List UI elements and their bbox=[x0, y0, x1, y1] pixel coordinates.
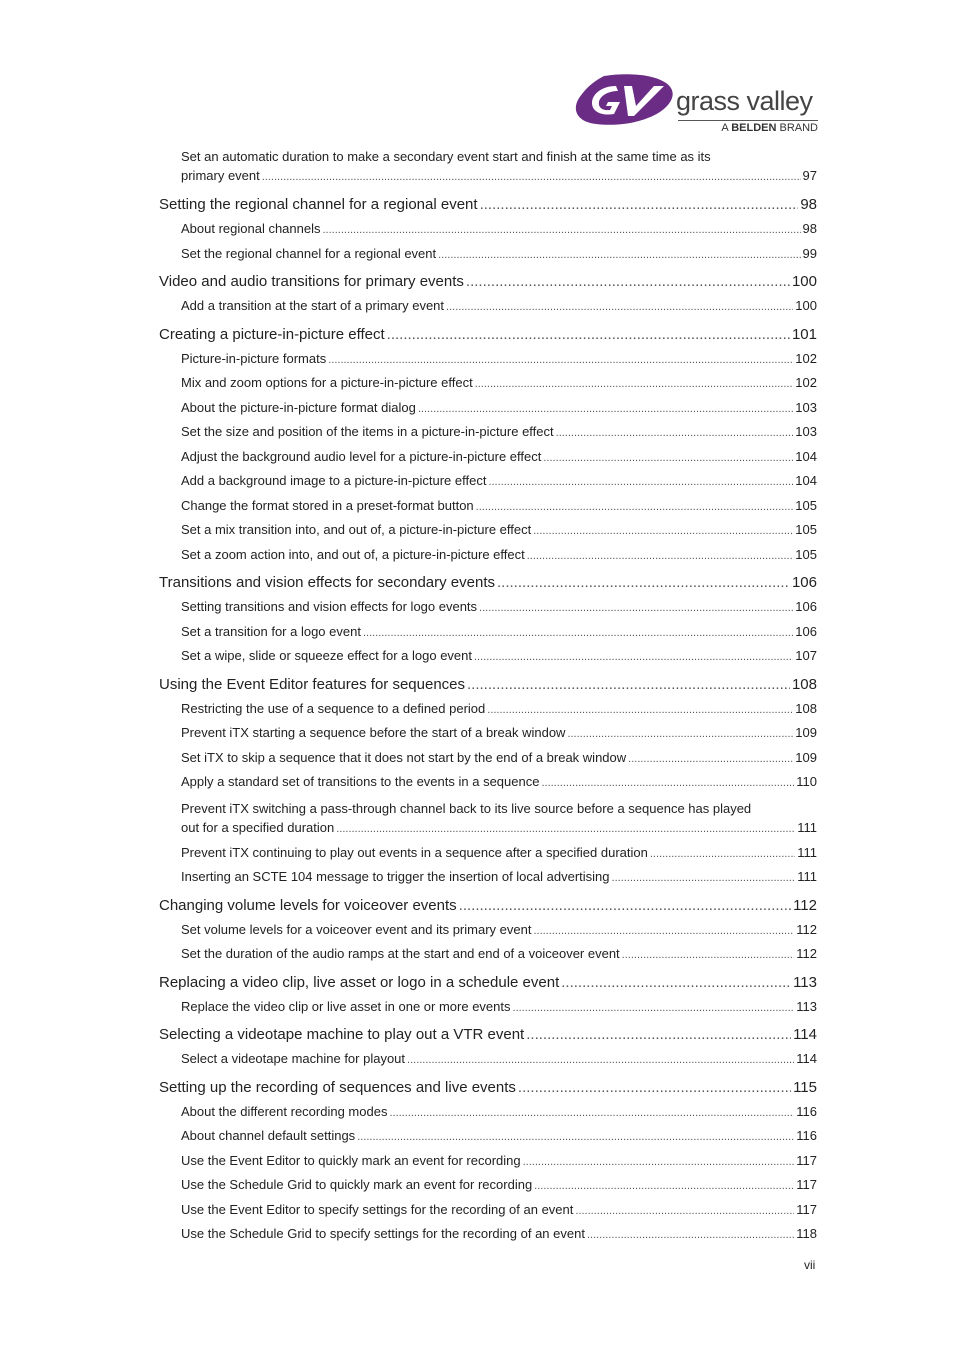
toc-subsection-entry[interactable] bbox=[159, 547, 817, 572]
toc-subsection-entry[interactable] bbox=[159, 922, 817, 947]
toc-dot-leader bbox=[518, 1079, 791, 1096]
toc-entry-title-line1: Set an automatic duration to make a secondary event start and finish at the same time as its bbox=[181, 149, 711, 164]
toc-entry-title: Creating a picture-in-picture effect bbox=[159, 325, 385, 343]
toc-subsection-entry[interactable] bbox=[159, 1202, 817, 1227]
toc-dot-leader bbox=[418, 403, 793, 415]
toc-dot-leader bbox=[488, 476, 793, 488]
toc-subsection-entry[interactable] bbox=[159, 424, 817, 449]
toc-subsection-entry[interactable] bbox=[159, 1128, 817, 1153]
toc-page-number: 100 bbox=[795, 298, 817, 313]
toc-page-number: 104 bbox=[795, 473, 817, 488]
toc-entry-title: About channel default settings bbox=[181, 1128, 356, 1143]
toc-dot-leader bbox=[476, 501, 794, 513]
gv-swoosh-icon bbox=[574, 72, 678, 128]
toc-page-number: 106 bbox=[795, 623, 817, 639]
toc-page-number: 106 bbox=[791, 574, 817, 591]
toc-entry-title: Set the duration of the audio ramps at the start and end of a voiceover event bbox=[181, 946, 620, 961]
toc-entry-title: Replacing a video clip, live asset or logo in a schedule event bbox=[159, 973, 560, 991]
toc-entry-title: Use the Schedule Grid to quickly mark an event for recording bbox=[181, 1177, 533, 1192]
toc-dot-leader bbox=[467, 676, 790, 693]
toc-dot-leader bbox=[556, 427, 794, 439]
toc-page-number: 112 bbox=[796, 921, 817, 937]
toc-page-number: 105 bbox=[795, 497, 817, 513]
toc-subsection-entry[interactable] bbox=[159, 147, 817, 193]
toc-page-number: 113 bbox=[793, 973, 817, 991]
toc-page-number: 111 bbox=[797, 844, 817, 860]
toc-page-number: 114 bbox=[796, 1051, 817, 1066]
toc-page-number: 107 bbox=[795, 648, 817, 663]
toc-entry-title: About the picture-in-picture format dialog bbox=[181, 399, 416, 415]
page-number: vii bbox=[804, 1258, 816, 1272]
toc-subsection-entry[interactable] bbox=[159, 750, 817, 775]
toc-section-entry[interactable] bbox=[159, 1026, 817, 1051]
toc-dot-leader bbox=[438, 249, 800, 261]
toc-entry-title: primary event bbox=[181, 168, 260, 183]
toc-entry-title: Changing volume levels for voiceover events bbox=[159, 896, 457, 914]
toc-page-number: 104 bbox=[795, 448, 817, 464]
toc-section-entry[interactable] bbox=[159, 196, 817, 221]
toc-subsection-entry[interactable] bbox=[159, 449, 817, 474]
toc-subsection-entry[interactable] bbox=[159, 946, 817, 971]
toc-subsection-entry[interactable] bbox=[159, 999, 817, 1024]
toc-subsection-entry[interactable] bbox=[159, 599, 817, 624]
grass-valley-logo bbox=[574, 72, 820, 136]
toc-dot-leader bbox=[387, 326, 790, 343]
toc-page-number: 97 bbox=[802, 168, 817, 183]
toc-entry-title: Select a videotape machine for playout bbox=[181, 1051, 406, 1066]
toc-section-entry[interactable] bbox=[159, 974, 817, 999]
toc-subsection-entry[interactable] bbox=[159, 522, 817, 547]
toc-page-number: 108 bbox=[791, 675, 817, 693]
toc-page-number: 117 bbox=[796, 1201, 817, 1217]
toc-dot-leader bbox=[561, 974, 791, 991]
toc-subsection-entry[interactable] bbox=[159, 221, 817, 246]
toc-page-number: 103 bbox=[795, 399, 817, 415]
toc-entry-title: Using the Event Editor features for sequences bbox=[159, 675, 466, 693]
toc-subsection-entry[interactable] bbox=[159, 400, 817, 425]
toc-dot-leader bbox=[363, 627, 793, 639]
toc-subsection-entry[interactable] bbox=[159, 774, 817, 799]
toc-entry-title: Restricting the use of a sequence to a defined period bbox=[181, 700, 486, 716]
toc-entry-title: Change the format stored in a preset-format button bbox=[181, 497, 474, 513]
toc-dot-leader bbox=[533, 525, 793, 537]
toc-entry-title: Setting transitions and vision effects for logo events bbox=[181, 599, 478, 614]
toc-page-number: 109 bbox=[795, 749, 817, 765]
toc-section-entry[interactable] bbox=[159, 897, 817, 922]
toc-dot-leader bbox=[328, 354, 793, 366]
toc-entry-title: Setting up the recording of sequences and live events bbox=[159, 1078, 516, 1096]
toc-subsection-entry[interactable] bbox=[159, 799, 817, 845]
toc-page-number: 98 bbox=[802, 221, 817, 236]
toc-entry-title: Set a wipe, slide or squeeze effect for a logo event bbox=[181, 648, 472, 663]
toc-dot-leader bbox=[446, 301, 793, 313]
brand-prefix: A bbox=[721, 122, 729, 134]
toc-entry-title: Mix and zoom options for a picture-in-picture effect bbox=[181, 375, 473, 390]
toc-entry-title: About the different recording modes bbox=[181, 1103, 388, 1119]
toc-dot-leader bbox=[497, 574, 790, 591]
toc-page-number: 108 bbox=[795, 700, 817, 716]
toc-subsection-entry[interactable] bbox=[159, 845, 817, 870]
toc-subsection-entry[interactable] bbox=[159, 351, 817, 376]
toc-entry-title: Set volume levels for a voiceover event and its primary event bbox=[181, 921, 532, 937]
toc-entry-title: Inserting an SCTE 104 message to trigger the insertion of local advertising bbox=[181, 869, 610, 884]
toc-subsection-entry[interactable] bbox=[159, 1104, 817, 1129]
toc-entry-title: Adjust the background audio level for a picture-in-picture effect bbox=[181, 448, 542, 464]
toc-page-number: 111 bbox=[797, 869, 817, 884]
brand-suffix: BRAND bbox=[779, 122, 818, 134]
toc-dot-leader bbox=[523, 1156, 795, 1168]
toc-page-number: 102 bbox=[795, 375, 817, 390]
toc-section-entry[interactable] bbox=[159, 574, 817, 599]
toc-page-number: 100 bbox=[791, 273, 817, 290]
toc-subsection-entry[interactable] bbox=[159, 1226, 817, 1251]
toc-section-entry[interactable] bbox=[159, 273, 817, 298]
toc-page-number: 102 bbox=[795, 350, 817, 366]
toc-subsection-entry[interactable] bbox=[159, 1051, 817, 1076]
toc-page-number: 112 bbox=[793, 896, 817, 914]
toc-dot-leader bbox=[479, 602, 793, 614]
toc-dot-leader bbox=[526, 1026, 791, 1043]
toc-page-number: 106 bbox=[795, 599, 817, 614]
toc-entry-title: Use the Schedule Grid to specify settings for the recording of an event bbox=[181, 1226, 585, 1241]
toc-page-number: 111 bbox=[797, 819, 817, 835]
toc-section-entry[interactable] bbox=[159, 1079, 817, 1104]
toc-dot-leader bbox=[543, 452, 793, 464]
toc-entry-title: Use the Event Editor to quickly mark an event for recording bbox=[181, 1152, 521, 1168]
toc-entry-title: Prevent iTX continuing to play out events in a sequence after a specified duration bbox=[181, 844, 648, 860]
toc-entry-title: Use the Event Editor to specify settings for the recording of an event bbox=[181, 1201, 574, 1217]
toc-page-number: 116 bbox=[796, 1103, 817, 1119]
toc-page-number: 116 bbox=[796, 1128, 817, 1143]
toc-subsection-entry[interactable] bbox=[159, 701, 817, 726]
toc-subsection-entry[interactable] bbox=[159, 648, 817, 673]
toc-dot-leader bbox=[533, 925, 794, 937]
toc-dot-leader bbox=[475, 378, 794, 390]
toc-dot-leader bbox=[459, 897, 791, 914]
toc-page-number: 114 bbox=[793, 1026, 817, 1043]
toc-dot-leader bbox=[622, 949, 795, 961]
toc-subsection-entry[interactable] bbox=[159, 725, 817, 750]
logo-brand-line bbox=[678, 120, 818, 134]
toc-dot-leader bbox=[480, 196, 799, 213]
toc-subsection-entry[interactable] bbox=[159, 1153, 817, 1178]
toc-dot-leader bbox=[612, 872, 796, 884]
toc-page-number: 110 bbox=[796, 774, 817, 789]
toc-subsection-entry[interactable] bbox=[159, 375, 817, 400]
logo-wordmark: grass valley bbox=[676, 86, 813, 116]
toc-section-entry[interactable] bbox=[159, 676, 817, 701]
toc-page-number: 105 bbox=[795, 522, 817, 537]
toc-page-number: 118 bbox=[796, 1226, 817, 1241]
toc-entry-title: Apply a standard set of transitions to the events in a sequence bbox=[181, 774, 540, 789]
toc-entry-title: Setting the regional channel for a regional event bbox=[159, 196, 478, 213]
toc-page-number: 113 bbox=[796, 998, 817, 1014]
toc-entry-title: out for a specified duration bbox=[181, 819, 335, 835]
toc-entry-title: Set iTX to skip a sequence that it does not start by the end of a break window bbox=[181, 749, 627, 765]
toc-entry-title: Selecting a videotape machine to play out a VTR event bbox=[159, 1026, 525, 1043]
toc-entry-title: Set the regional channel for a regional event bbox=[181, 245, 437, 261]
toc-entry-title: Set a mix transition into, and out of, a picture-in-picture effect bbox=[181, 522, 532, 537]
brand-name: BELDEN bbox=[731, 122, 777, 134]
toc-entry-title: About regional channels bbox=[181, 221, 321, 236]
toc-entry-title: Picture-in-picture formats bbox=[181, 350, 327, 366]
toc-dot-leader bbox=[474, 651, 793, 663]
toc-entry-title: Set a zoom action into, and out of, a picture-in-picture effect bbox=[181, 546, 525, 562]
toc-page-number: 115 bbox=[793, 1078, 817, 1096]
toc-page-number: 103 bbox=[795, 424, 817, 439]
toc-subsection-entry[interactable] bbox=[159, 1177, 817, 1202]
toc-subsection-entry[interactable] bbox=[159, 298, 817, 323]
toc-subsection-entry[interactable] bbox=[159, 624, 817, 649]
toc-page-number: 109 bbox=[795, 725, 817, 740]
toc-dot-leader bbox=[534, 1180, 794, 1192]
toc-dot-leader bbox=[487, 704, 793, 716]
toc-entry-title: Set the size and position of the items in a picture-in-picture effect bbox=[181, 424, 554, 439]
toc-dot-leader bbox=[336, 820, 795, 839]
toc-entry-title: Transitions and vision effects for secondary events bbox=[159, 574, 496, 591]
toc-dot-leader bbox=[323, 224, 801, 236]
toc-entry-title: Set a transition for a logo event bbox=[181, 623, 361, 639]
toc-entry-title: Video and audio transitions for primary events bbox=[159, 273, 464, 290]
toc-entry-title: Add a background image to a picture-in-picture effect bbox=[181, 473, 487, 488]
toc-entry-title: Prevent iTX starting a sequence before the start of a break window bbox=[181, 725, 566, 740]
toc-page-number: 105 bbox=[795, 546, 817, 562]
toc-dot-leader bbox=[466, 273, 790, 290]
toc-page-number: 117 bbox=[796, 1152, 817, 1168]
toc-dot-leader bbox=[513, 1002, 795, 1014]
toc-dot-leader bbox=[541, 777, 794, 789]
toc-dot-leader bbox=[567, 728, 793, 740]
toc-page-number: 98 bbox=[800, 196, 817, 213]
toc-page-number: 112 bbox=[796, 946, 817, 961]
toc-entry-title: Replace the video clip or live asset in one or more events bbox=[181, 998, 511, 1014]
toc-page-number: 99 bbox=[802, 245, 817, 261]
toc-dot-leader bbox=[262, 168, 801, 187]
toc-dot-leader bbox=[407, 1054, 794, 1066]
toc-section-entry[interactable] bbox=[159, 326, 817, 351]
toc-dot-leader bbox=[357, 1131, 794, 1143]
toc-subsection-entry[interactable] bbox=[159, 246, 817, 271]
toc-dot-leader bbox=[389, 1107, 794, 1119]
toc-dot-leader bbox=[575, 1205, 794, 1217]
toc-subsection-entry[interactable] bbox=[159, 473, 817, 498]
table-of-contents bbox=[159, 147, 817, 1251]
toc-subsection-entry[interactable] bbox=[159, 869, 817, 894]
toc-page-number: 101 bbox=[791, 325, 817, 343]
toc-page-number: 117 bbox=[796, 1177, 817, 1192]
toc-dot-leader bbox=[527, 550, 794, 562]
toc-dot-leader bbox=[628, 753, 793, 765]
toc-entry-title-line1: Prevent iTX switching a pass-through channel back to its live source before a sequence has played bbox=[181, 800, 752, 816]
toc-entry-title: Add a transition at the start of a primary event bbox=[181, 298, 445, 313]
toc-dot-leader bbox=[587, 1229, 794, 1241]
toc-subsection-entry[interactable] bbox=[159, 498, 817, 523]
toc-dot-leader bbox=[650, 848, 795, 860]
